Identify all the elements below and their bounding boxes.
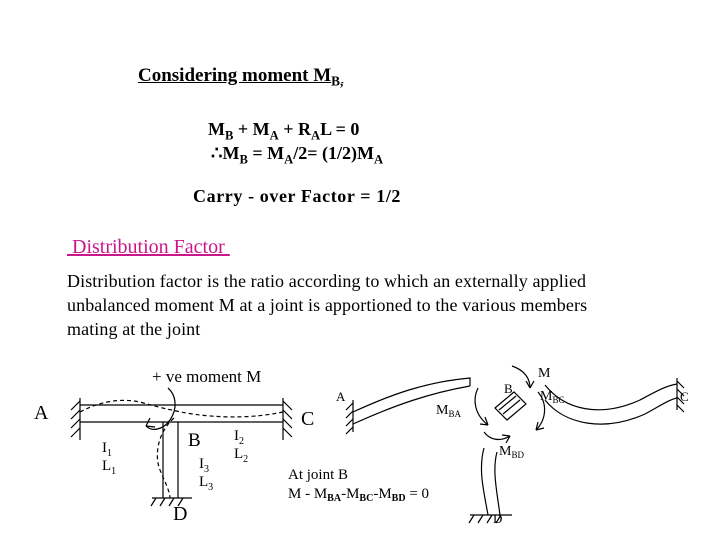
applied-moment-arrow [146,388,175,429]
eq1-rest: L = 0 [320,119,360,139]
eq2-rest: /2= (1/2)M [293,143,374,163]
carry-over-factor: Carry - over Factor = 1/2 [193,186,402,206]
support-d-right-hatch [469,515,512,523]
eq1-plus-ra: + R [278,119,312,139]
eq1-sub-b: B [225,128,234,143]
heading-sub: B, [331,73,344,89]
support-a-right-hatch [346,400,353,434]
eq1-sub-a: A [269,128,279,143]
moment-label-mbd: $M_{BD}$ [499,444,524,460]
member-bc-top [545,384,677,410]
label-i3: $I_3$ [199,456,209,475]
joint-b-label: At joint B [288,467,349,483]
left-label-a: A [34,402,49,424]
member-bd-right [495,452,500,515]
column-deflection-dashed [157,418,174,498]
applied-moment-m: M [538,366,551,381]
eq1-m: M [208,119,225,139]
label-l2: $L_2$ [234,446,249,465]
eq2-m: M [222,143,240,163]
eq2-sub-a: A [284,152,294,167]
label-l3: $L_3$ [199,474,214,493]
member-bd-left [481,448,488,515]
support-a-hatch [71,398,80,440]
moment-label-mba: $M_{BA}$ [436,403,461,419]
therefore-symbol: ∴ [211,143,223,163]
joint-moment-arrow [512,366,530,388]
label-l1: $L_1$ [102,458,117,477]
label-i2: $I_2$ [234,428,244,447]
support-c-hatch [283,398,292,440]
eq2-mid: = M [247,143,285,163]
section-title: Distribution Factor [67,236,230,258]
paragraph-line-1: Distribution factor is the ratio according to which an externally applied [67,271,587,291]
right-label-b: B [504,381,513,396]
joint-b-block [495,392,526,420]
paragraph-line-2: unbalanced moment M at a joint is apportioned to the various members [67,295,588,315]
left-label-b: B [188,430,201,451]
left-label-c: C [301,408,315,430]
member-ba-top [353,378,470,412]
eq1-plus-ma: + M [233,119,270,139]
eq2-sub-b: B [239,152,248,167]
eq1-sub-a2: A [311,128,321,143]
left-label-d: D [173,503,188,525]
right-label-d: D [493,511,503,526]
moment-label-mbc: $M_{BC}$ [540,389,565,405]
heading-text: Considering moment M [138,65,332,86]
right-label-a: A [336,389,346,404]
paragraph-line-3: mating at the joint [67,319,201,339]
eq2-sub-a2: A [373,152,384,167]
beam-deflection-dashed [80,400,283,417]
moment-label: + ve moment M [152,367,262,386]
label-i1: $I_1$ [102,440,112,459]
joint-equation: $M - M_{BA}-M_{BC}-M_{BD} = 0$ [288,486,430,504]
right-label-c: C [680,389,689,404]
